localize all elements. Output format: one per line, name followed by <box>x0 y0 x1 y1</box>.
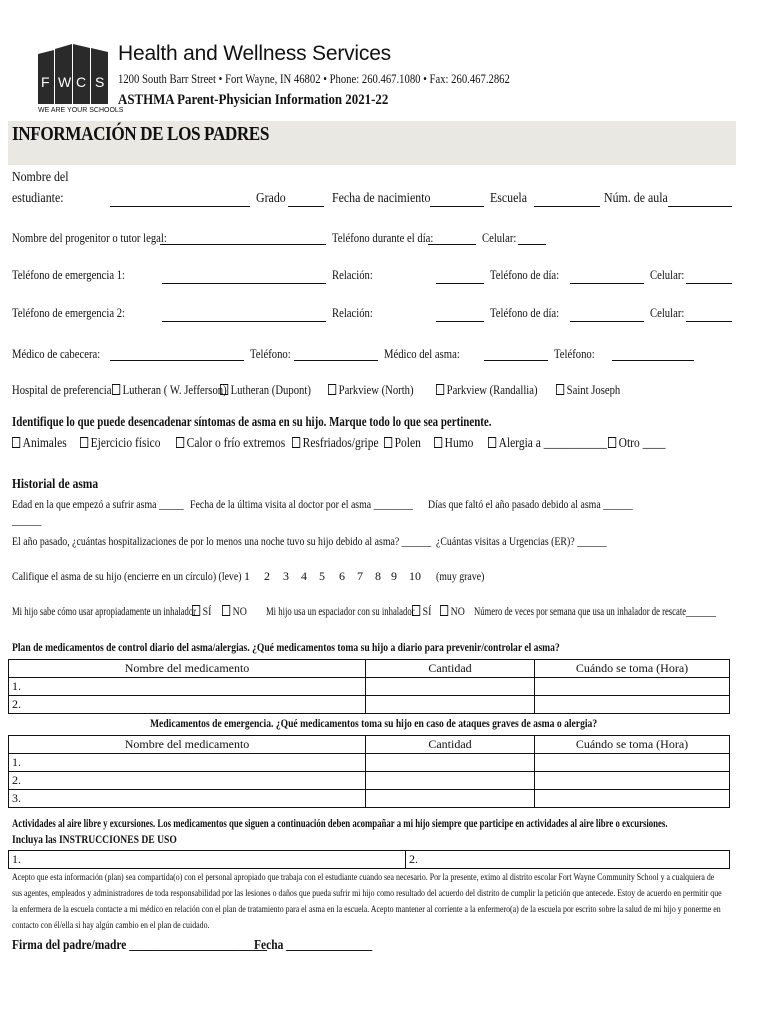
doctor-field[interactable] <box>110 360 244 361</box>
amount-cell[interactable] <box>366 790 535 808</box>
checkbox-icon[interactable] <box>384 437 392 448</box>
outdoor-title: Actividades al aire libre y excursiones. Los medicamentos que siguen a continuación deben acompañar a mi hijo siempre que participe en actividades al aire libre o excursiones. <box>12 816 668 830</box>
section-title-parents: INFORMACIÓN DE LOS PADRES <box>12 123 269 145</box>
header-medication: Nombre del medicamento <box>9 736 366 754</box>
amount-cell[interactable] <box>366 754 535 772</box>
service-title: Health and Wellness Services <box>118 42 391 65</box>
cell2-label: Celular: <box>650 305 685 320</box>
room-field[interactable] <box>668 206 732 207</box>
hospital-option-label: Saint Joseph <box>566 382 621 397</box>
trigger-pollen[interactable] <box>384 436 421 452</box>
time-cell[interactable] <box>535 696 730 714</box>
rating-4[interactable]: 4 <box>301 569 307 583</box>
header-time: Cuándo se toma (Hora) <box>535 736 730 754</box>
rescue-inhaler-label: Número de veces por semana que usa un inhalador de rescate <box>474 604 687 618</box>
amount-cell[interactable] <box>366 772 535 790</box>
trigger-exercise[interactable] <box>80 436 160 452</box>
row-number[interactable]: 1. <box>9 678 366 696</box>
amount-cell[interactable] <box>366 696 535 714</box>
day-phone-label: Teléfono durante el día: <box>332 230 434 245</box>
er-visits[interactable]: ¿Cuántas visitas a Urgencias (ER)? ______ <box>436 534 607 548</box>
cell2-field[interactable] <box>686 321 732 322</box>
table-header-row <box>9 660 730 678</box>
last-visit[interactable]: Fecha de la última visita al doctor por el asma ________ <box>190 497 413 511</box>
table-row[interactable] <box>9 678 730 696</box>
checkbox-icon[interactable] <box>556 384 564 395</box>
time-cell[interactable] <box>535 790 730 808</box>
checkbox-icon[interactable] <box>440 605 448 616</box>
checkbox-icon[interactable] <box>12 437 20 448</box>
table-row[interactable] <box>9 851 730 869</box>
doctor-phone-label: Teléfono: <box>250 346 291 361</box>
triggers-question: Identifique lo que puede desencadenar síntomas de asma en su hijo. Marque todo lo que sea pertinente. <box>12 415 492 430</box>
emergency2-field[interactable] <box>162 321 326 322</box>
relation1-field[interactable] <box>436 283 484 284</box>
trigger-other[interactable] <box>608 436 666 452</box>
missed-days-continued[interactable]: ______ <box>12 513 42 527</box>
address-line: 1200 South Barr Street • Fort Wayne, IN 46802 • Phone: 260.467.1080 • Fax: 260.467.2862 <box>118 71 510 86</box>
table-row[interactable] <box>9 790 730 808</box>
hospital-option-saint-joseph[interactable] <box>556 382 620 398</box>
asthma-rating-label: Califique el asma de su hijo (encierre en un círculo) (leve) <box>12 569 242 583</box>
day-phone1-field[interactable] <box>570 283 644 284</box>
time-cell[interactable] <box>535 772 730 790</box>
inhaler-question: Mi hijo sabe cómo usar apropiadamente un inhalador <box>12 604 197 618</box>
logo-letter-w: W <box>58 74 72 90</box>
no-label: NO <box>450 604 465 618</box>
checkbox-icon[interactable] <box>220 384 228 395</box>
hospital-option-label: Parkview (North) <box>338 382 414 397</box>
outdoor-meds-table <box>8 850 730 869</box>
relation1-label: Relación: <box>332 267 373 282</box>
trigger-smoke[interactable] <box>434 436 473 452</box>
student-name-label-2: estudiante: <box>12 191 64 206</box>
trigger-label: Animales <box>22 436 67 451</box>
rating-1[interactable]: 1 <box>244 569 250 583</box>
guardian-field[interactable] <box>160 244 326 245</box>
logo-tagline: WE ARE YOUR SCHOOLS <box>38 107 124 114</box>
time-cell[interactable] <box>535 754 730 772</box>
checkbox-icon[interactable] <box>222 605 230 616</box>
row-number[interactable]: 3. <box>9 790 366 808</box>
dob-label: Fecha de nacimiento <box>332 191 431 206</box>
checkbox-icon[interactable] <box>292 437 300 448</box>
missed-days[interactable]: Días que faltó el año pasado debido al asma ______ <box>428 497 633 511</box>
guardian-label: Nombre del progenitor o tutor legal: <box>12 230 167 245</box>
dob-field[interactable] <box>430 206 484 207</box>
checkbox-icon[interactable] <box>608 437 616 448</box>
table-row[interactable] <box>9 696 730 714</box>
doctor-phone-field[interactable] <box>294 360 378 361</box>
hospital-option-lutheran-dupont[interactable] <box>220 382 311 398</box>
rating-severe-label: (muy grave) <box>436 569 485 583</box>
hospitalizations[interactable]: El año pasado, ¿cuántas hospitalizaciones de por lo menos una noche tuvo su hijo debido al asma? ______ <box>12 534 432 548</box>
time-cell[interactable] <box>535 678 730 696</box>
consent-paragraph: Acepto que esta información (plan) sea compartida(o) con el personal apropiado que trabaja con el estudiante cuando sea necesario. Por la presente, eximo al distrito escolar Fort Wayne Community School y a cualquiera de sus agentes, empleados y administradores de toda responsabilidad por las lesiones o daños que pueda sufrir mi hijo como resultado del acuerdo del distrito de cumplir la petición que antecede. Estoy de acuerdo en permitir que la enfermera de la escuela contacte a mi médico en relación con el plan de tratamiento para el asma en la escuela. Acepto mantener al corriente a la enfermero(a) de la escuela por escrito sobre la salud de mi hijo y ponerme en contacto con él/ella si hay algún cambio en el plan de cuidado. <box>12 873 722 931</box>
parent-signature[interactable]: Firma del padre/madre ________________________ <box>12 938 267 953</box>
hospital-option-parkview-randallia[interactable] <box>436 382 538 398</box>
student-name-field[interactable] <box>110 206 250 207</box>
table-row[interactable] <box>9 754 730 772</box>
rescue-inhaler-field[interactable]: _____ <box>686 604 716 618</box>
rating-10[interactable]: 10 <box>409 569 421 583</box>
hospital-option-label: Lutheran (Dupont) <box>230 382 311 397</box>
trigger-label: Otro ____ <box>618 436 666 451</box>
asthma-doctor-field[interactable] <box>484 360 548 361</box>
checkbox-icon[interactable] <box>488 437 496 448</box>
trigger-label: Polen <box>394 436 421 451</box>
rating-8[interactable]: 8 <box>375 569 381 583</box>
row-number[interactable]: 1. <box>9 754 366 772</box>
table-row[interactable] <box>9 772 730 790</box>
emergency1-label: Teléfono de emergencia 1: <box>12 267 126 282</box>
rating-7[interactable]: 7 <box>357 569 363 583</box>
day-phone2-field[interactable] <box>570 321 644 322</box>
cell1-field[interactable] <box>686 283 732 284</box>
cell1-label: Celular: <box>650 267 685 282</box>
grade-label: Grado <box>256 191 286 206</box>
checkbox-icon[interactable] <box>80 437 88 448</box>
no-label: NO <box>232 604 247 618</box>
header-medication: Nombre del medicamento <box>9 660 366 678</box>
emergency1-field[interactable] <box>162 283 326 284</box>
trigger-label: Calor o frío extremos <box>186 436 286 451</box>
hospital-option-lutheran-wj[interactable] <box>112 382 227 398</box>
student-name-label-1: Nombre del <box>12 170 69 185</box>
outdoor-instructions: Incluya las INSTRUCCIONES DE USO <box>12 832 177 846</box>
checkbox-icon[interactable] <box>192 605 200 616</box>
trigger-allergy[interactable] <box>488 436 607 452</box>
spacer-yes[interactable] <box>412 604 431 619</box>
row-number[interactable]: 2. <box>9 696 366 714</box>
rating-6[interactable]: 6 <box>339 569 345 583</box>
emergency2-label: Teléfono de emergencia 2: <box>12 305 126 320</box>
row-number[interactable]: 2. <box>9 772 366 790</box>
day-phone1-label: Teléfono de día: <box>490 267 560 282</box>
doctor-label: Médico de cabecera: <box>12 346 101 361</box>
header-amount: Cantidad <box>366 736 535 754</box>
fwcs-logo <box>38 44 124 118</box>
trigger-colds[interactable] <box>292 436 379 452</box>
relation2-field[interactable] <box>436 321 484 322</box>
day-phone-field[interactable] <box>428 244 476 245</box>
checkbox-icon[interactable] <box>412 605 420 616</box>
checkbox-icon[interactable] <box>176 437 184 448</box>
logo-letter-s: S <box>95 74 105 90</box>
checkbox-icon[interactable] <box>436 384 444 395</box>
trigger-label: Ejercicio físico <box>90 436 161 451</box>
header-amount: Cantidad <box>366 660 535 678</box>
cell-field[interactable] <box>518 244 546 245</box>
rating-5[interactable]: 5 <box>319 569 325 583</box>
asthma-doctor-label: Médico del asma: <box>384 346 460 361</box>
asthma-doctor-phone-field[interactable] <box>612 360 694 361</box>
hospital-option-parkview-north[interactable] <box>328 382 414 398</box>
asthma-doctor-phone-label: Teléfono: <box>554 346 595 361</box>
daily-plan-table <box>8 659 730 714</box>
history-title: Historial de asma <box>12 477 99 492</box>
trigger-label: Humo <box>444 436 474 451</box>
trigger-label: Resfriados/gripe <box>302 436 379 451</box>
checkbox-icon[interactable] <box>434 437 442 448</box>
emergency-meds-table <box>8 735 730 808</box>
hospital-label: Hospital de preferencia <box>12 382 112 397</box>
logo-letter-c: C <box>76 74 87 90</box>
inhaler-yes[interactable] <box>192 604 211 619</box>
outdoor-cell-1[interactable]: 1. <box>9 851 406 869</box>
cell-label: Celular: <box>482 230 517 245</box>
signature-date[interactable]: Fecha _______________ <box>254 938 373 953</box>
outdoor-cell-2[interactable]: 2. <box>406 851 730 869</box>
table-header-row <box>9 736 730 754</box>
form-title: ASTHMA Parent-Physician Information 2021-22 <box>118 92 389 108</box>
logo-letter-f: F <box>41 74 50 90</box>
relation2-label: Relación: <box>332 305 373 320</box>
trigger-animals[interactable] <box>12 436 67 452</box>
yes-label: SÍ <box>422 604 432 618</box>
spacer-no[interactable] <box>440 604 465 619</box>
spacer-question: Mi hijo usa un espaciador con su inhalador <box>266 604 415 618</box>
trigger-label: Alergia a ___________ <box>498 436 607 451</box>
trigger-heat-cold[interactable] <box>176 436 285 452</box>
rating-3[interactable]: 3 <box>283 569 289 583</box>
inhaler-no[interactable] <box>222 604 247 619</box>
school-field[interactable] <box>534 206 600 207</box>
hospital-option-label: Lutheran ( W. Jefferson) <box>122 382 227 397</box>
amount-cell[interactable] <box>366 678 535 696</box>
rating-2[interactable]: 2 <box>264 569 270 583</box>
checkbox-icon[interactable] <box>328 384 336 395</box>
onset-age[interactable]: Edad en la que empezó a sufrir asma _____ <box>12 497 184 511</box>
header-time: Cuándo se toma (Hora) <box>535 660 730 678</box>
yes-label: SÍ <box>202 604 212 618</box>
emergency-meds-title: Medicamentos de emergencia. ¿Qué medicamentos toma su hijo en caso de ataques graves de asma o alergia? <box>150 716 598 730</box>
room-label: Núm. de aula <box>604 191 668 206</box>
grade-field[interactable] <box>288 206 324 207</box>
daily-plan-title: Plan de medicamentos de control diario del asma/alergias. ¿Qué medicamentos toma su hijo a diario para prevenir/controlar el asma? <box>12 640 560 654</box>
hospital-option-label: Parkview (Randallia) <box>446 382 538 397</box>
school-label: Escuela <box>490 191 528 206</box>
rating-9[interactable]: 9 <box>391 569 397 583</box>
day-phone2-label: Teléfono de día: <box>490 305 560 320</box>
checkbox-icon[interactable] <box>112 384 120 395</box>
